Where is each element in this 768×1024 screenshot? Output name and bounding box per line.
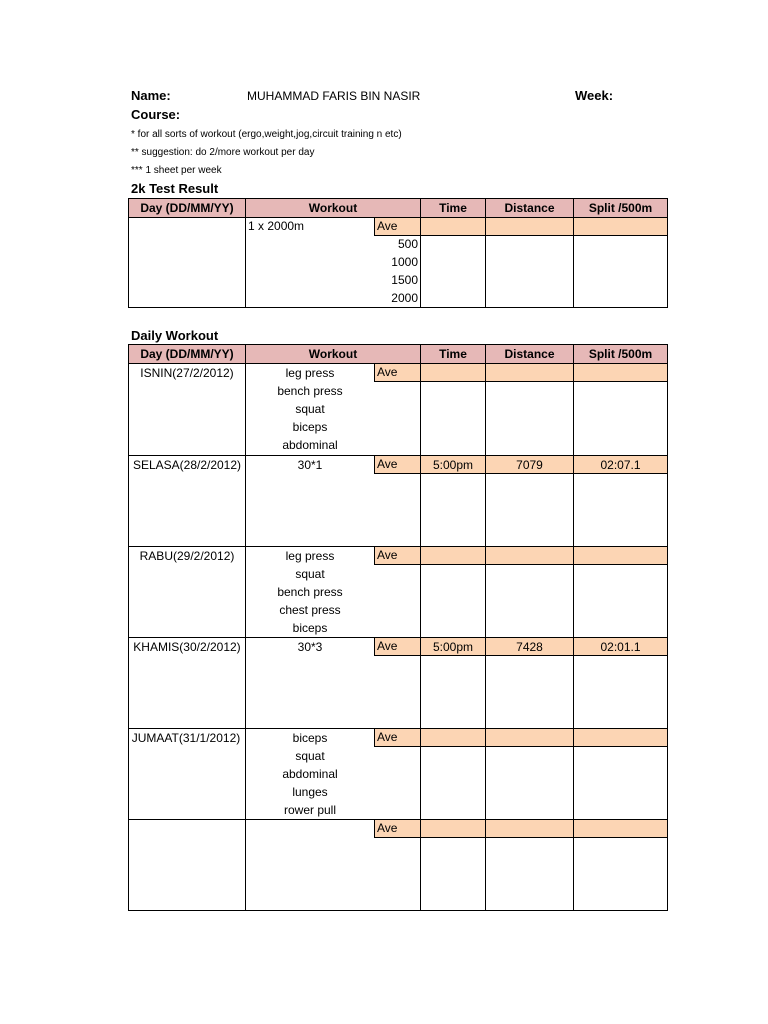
ave-label: Ave bbox=[377, 730, 398, 744]
workout-item: squat bbox=[295, 749, 325, 763]
distance-cell: 7428 bbox=[516, 640, 543, 654]
workout-item: bench press bbox=[277, 585, 343, 599]
col-distance-header: Distance bbox=[504, 201, 555, 215]
workout-item: chest press bbox=[279, 603, 341, 617]
workout-item: lunges bbox=[292, 785, 328, 799]
split-1500: 1500 bbox=[391, 273, 418, 287]
col-time-header: Time bbox=[439, 201, 467, 215]
split-cell: 02:01.1 bbox=[600, 640, 641, 654]
week-label: Week: bbox=[575, 88, 614, 103]
time-cell: 5:00pm bbox=[432, 458, 474, 472]
ave-label: Ave bbox=[377, 457, 398, 471]
col-day-header: Day (DD/MM/YY) bbox=[140, 347, 234, 361]
ave-row bbox=[374, 820, 667, 838]
ave-label: Ave bbox=[377, 548, 398, 562]
ave-row bbox=[374, 364, 667, 382]
col-day-header: Day (DD/MM/YY) bbox=[140, 201, 234, 215]
day-cell: JUMAAT(31/1/2012) bbox=[131, 731, 241, 745]
ave-row bbox=[374, 729, 667, 747]
col-workout-header: Workout bbox=[308, 201, 358, 215]
workout-item: biceps bbox=[292, 731, 328, 745]
note-3: *** 1 sheet per week bbox=[131, 165, 222, 176]
col-split-header: Split /500m bbox=[588, 347, 653, 361]
test-table bbox=[128, 198, 668, 308]
name-label: Name: bbox=[131, 88, 171, 103]
ave-row bbox=[374, 218, 667, 236]
workout-item: biceps bbox=[292, 420, 328, 434]
split-cell: 02:07.1 bbox=[600, 458, 641, 472]
test-table-header bbox=[129, 199, 667, 218]
ave-label: Ave bbox=[377, 821, 398, 835]
test-workout: 1 x 2000m bbox=[248, 219, 305, 233]
workout-item: abdominal bbox=[282, 767, 338, 781]
split-2000: 2000 bbox=[391, 291, 418, 305]
split-1000: 1000 bbox=[391, 255, 418, 269]
col-distance-header: Distance bbox=[504, 347, 555, 361]
col-workout-header: Workout bbox=[308, 347, 358, 361]
workout-item: 30*1 bbox=[297, 458, 323, 472]
workout-item: squat bbox=[295, 402, 325, 416]
col-time-header: Time bbox=[439, 347, 467, 361]
workout-item: rower pull bbox=[283, 803, 337, 817]
daily-section-title: Daily Workout bbox=[131, 328, 219, 343]
daily-table-header bbox=[129, 345, 667, 364]
day-cell: RABU(29/2/2012) bbox=[139, 549, 235, 563]
note-2: ** suggestion: do 2/more workout per day bbox=[131, 147, 315, 158]
daily-table bbox=[128, 344, 668, 911]
name-value: MUHAMMAD FARIS BIN NASIR bbox=[247, 89, 421, 103]
note-1: * for all sorts of workout (ergo,weight,jog,circuit training n etc) bbox=[131, 129, 402, 140]
col-split-header: Split /500m bbox=[588, 201, 653, 215]
time-cell: 5:00pm bbox=[432, 640, 474, 654]
ave-label: Ave bbox=[377, 365, 398, 379]
day-cell: KHAMIS(30/2/2012) bbox=[133, 640, 241, 654]
ave-row bbox=[374, 547, 667, 565]
workout-item: bench press bbox=[277, 384, 343, 398]
workout-item: abdominal bbox=[282, 438, 338, 452]
workout-item: squat bbox=[295, 567, 325, 581]
day-cell: ISNIN(27/2/2012) bbox=[140, 366, 234, 380]
test-section-title: 2k Test Result bbox=[131, 181, 219, 196]
split-500: 500 bbox=[397, 237, 418, 251]
workout-item: leg press bbox=[285, 366, 335, 380]
workout-item: leg press bbox=[285, 549, 335, 563]
ave-label: Ave bbox=[377, 219, 398, 233]
course-label: Course: bbox=[131, 107, 181, 122]
workout-item: biceps bbox=[292, 621, 328, 635]
workout-item: 30*3 bbox=[297, 640, 323, 654]
distance-cell: 7079 bbox=[516, 458, 543, 472]
ave-label: Ave bbox=[377, 639, 398, 653]
day-cell: SELASA(28/2/2012) bbox=[132, 458, 242, 472]
